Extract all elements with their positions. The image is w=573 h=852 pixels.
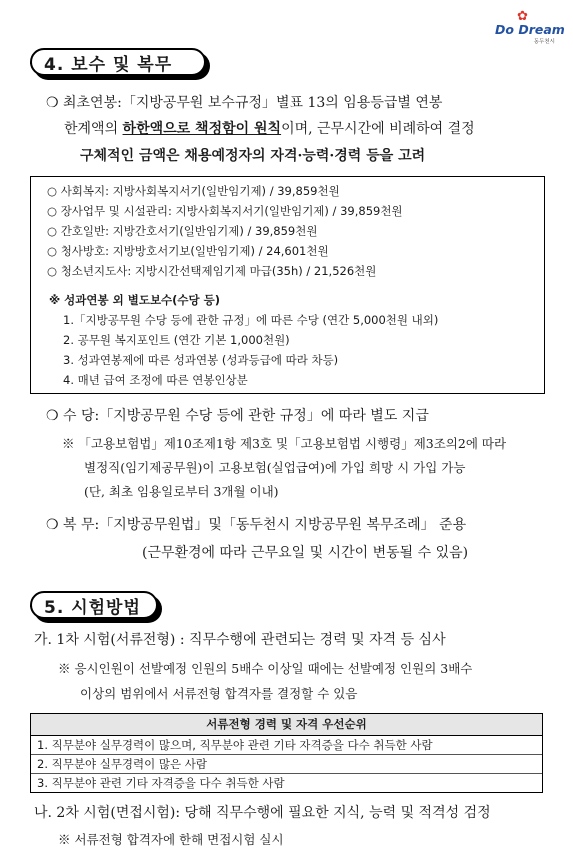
salary-item-3: ○ 간호일반: 지방간호서기(일반임기제) / 39,859천원 <box>47 224 318 238</box>
salary-item-1: ○ 사회복지: 지방사회복지서기(일반임기제) / 39,859천원 <box>47 184 340 198</box>
priority-row-1: 1. 직무분야 실무경력이 많으며, 직무분야 관련 기타 자격증을 다수 취득한 사람 <box>31 736 542 755</box>
duty-line-1: ❍ 복 무:「지방공무원법」및「동두천시 지방공무원 복무조례」 준용 <box>46 517 467 533</box>
priority-table-header: 서류전형 경력 및 자격 우선순위 <box>31 714 542 736</box>
second-exam-line: 나. 2차 시험(면접시험): 당해 직무수행에 필요한 지식, 능력 및 적격성 검정 <box>34 805 491 821</box>
insurance-line-2: 별정직(임기제공무원)이 고용보험(실업급여)에 가입 희망 시 가입 가능 <box>84 460 466 475</box>
section4-title <box>30 48 206 76</box>
salary-line-3: 구체적인 금액은 채용예정자의 자격·능력·경력 등을 고려 <box>80 148 426 164</box>
extra-pay-item-3: 3. 성과연봉제에 따른 성과연봉 (성과등급에 따라 차등) <box>63 353 339 367</box>
flower-icon: ✿ <box>517 9 528 24</box>
logo-text: Do Dream <box>495 22 565 37</box>
salary-principle: 하한액으로 책정함이 원칙 <box>122 121 282 137</box>
extra-pay-title: ※ 성과연봉 외 별도보수(수당 등) <box>49 293 221 307</box>
duty-line-2: (근무환경에 따라 근무요일 및 시간이 변동될 수 있음) <box>142 545 469 561</box>
salary-line-2 <box>64 119 475 139</box>
salary-line-2-c: 이며, 근무시간에 비례하여 결정 <box>281 121 475 137</box>
first-exam-note-2: 이상의 범위에서 서류전형 합격자를 결정할 수 있음 <box>80 686 358 701</box>
priority-row-3: 3. 직무분야 관련 기타 자격증을 다수 취득한 사람 <box>37 776 285 790</box>
salary-line-2-a: 한계액의 <box>64 121 123 137</box>
priority-row-2: 2. 직무분야 실무경력이 많은 사람 <box>31 755 542 774</box>
extra-pay-item-1: 1.「지방공무원 수당 등에 관한 규정」에 따른 수당 (연간 5,000천원 내외) <box>63 313 439 327</box>
section4-title-text: 4. 보수 및 복무 <box>44 54 173 75</box>
priority-table <box>30 713 543 793</box>
second-exam-note: ※ 서류전형 합격자에 한해 면접시험 실시 <box>58 832 284 847</box>
salary-item-5: ○ 청소년지도사: 지방시간선택제임기제 마급(35h) / 21,526천원 <box>47 264 377 278</box>
allowance-line: ❍ 수 당:「지방공무원 수당 등에 관한 규정」에 따라 별도 지급 <box>46 408 429 424</box>
extra-pay-item-2: 2. 공무원 복지포인트 (연간 기본 1,000천원) <box>63 333 290 347</box>
first-exam-note-1: ※ 응시인원이 선발예정 인원의 5배수 이상일 때에는 선발예정 인원의 3배수 <box>58 661 473 676</box>
salary-box <box>30 176 545 394</box>
salary-line-1: ❍ 최초연봉:「지방공무원 보수규정」별표 13의 임용등급별 연봉 <box>46 95 443 111</box>
first-exam-line: 가. 1차 시험(서류전형) : 직무수행에 관련되는 경력 및 자격 등 심사 <box>34 632 446 648</box>
dodream-logo <box>495 9 565 46</box>
insurance-line-3: (단, 최초 임용일로부터 3개월 이내) <box>84 484 279 499</box>
section5-title <box>30 591 158 619</box>
section5-title-text: 5. 시험방법 <box>44 597 141 618</box>
extra-pay-item-4: 4. 매년 급여 조정에 따른 연봉인상분 <box>63 373 248 387</box>
insurance-line-1: ※ 「고용보험법」제10조제1항 제3호 및「고용보험법 시행령」제3조의2에 따라 <box>62 436 507 451</box>
salary-item-4: ○ 청사방호: 지방방호서기보(일반임기제) / 24,601천원 <box>47 244 329 258</box>
logo-subtext: 동두천시 <box>533 39 555 45</box>
salary-item-2: ○ 장사업무 및 시설관리: 지방사회복지서기(일반임기제) / 39,859천원 <box>47 204 403 218</box>
